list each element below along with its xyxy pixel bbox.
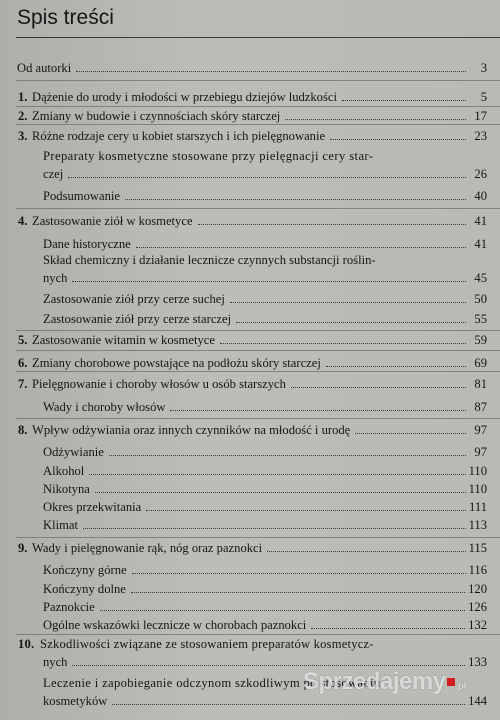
toc-page-number: 87 [474,400,487,414]
chapter-number: 4. [18,214,28,228]
toc-label: Wpływ odżywiania oraz innych czynników na młodość i urodę [32,423,351,437]
toc-page-number: 41 [474,214,487,228]
toc-label: Pielęgnowanie i choroby włosów u osób starszych [32,377,286,391]
toc-entry [43,268,487,285]
dot-leader [136,247,466,248]
dot-leader [355,433,466,434]
toc-label: nych [43,271,68,285]
dot-leader [146,510,466,511]
toc-label: czej [43,167,64,181]
dot-leader [311,628,465,629]
dot-leader [89,474,465,475]
toc-page-number: 116 [468,563,487,577]
toc-label: Dane historyczne [43,237,131,251]
sprzedajemy-watermark-logo [303,668,477,698]
chapter-number: 10. [18,637,35,651]
toc-label: Klimat [43,518,78,532]
toc-page-number: 40 [474,189,487,203]
dot-leader [236,322,466,323]
toc-entry [43,397,487,414]
chapter-number: 3. [18,129,28,143]
toc-entry [43,597,487,614]
toc-entry [43,442,487,459]
toc-label: Alkohol [43,464,85,478]
section-rule [16,634,500,635]
chapter-number: 2. [18,109,28,123]
toc-entry [43,579,487,596]
chapter-number: 6. [18,356,28,370]
toc-label-wrapped: Leczenie i zapobieganie odczynom szkodliwym po stosowaniu [43,676,381,690]
section-rule [16,371,500,372]
toc-page-number: 3 [480,61,487,75]
toc-page-number: 144 [468,694,487,708]
toc-label: Nikotyna [43,482,90,496]
toc-label: Odżywianie [43,445,104,459]
toc-entry [43,615,487,632]
toc-label-wrapped: Preparaty kosmetyczne stosowane przy pielęgnacji cery star- [43,149,374,163]
chapter-number: 1. [18,90,28,104]
toc-entry [18,330,487,347]
toc-page-number: 45 [474,271,487,285]
toc-label: Zmiany w budowie i czynnościach skóry starczej [32,109,281,123]
toc-label-wrapped: Skład chemiczny i działanie lecznicze czynnych substancji roślin- [43,253,376,267]
toc-entry [18,538,487,555]
toc-label-wrapped [18,637,374,651]
dot-leader [95,492,466,493]
watermark-red-square-icon [447,678,455,686]
toc-label: Wady i choroby włosów [43,400,166,414]
dot-leader [112,704,465,705]
toc-page-number: 115 [468,541,487,555]
toc-label: Zastosowanie witamin w kosmetyce [32,333,215,347]
toc-label: Okres przekwitania [43,500,142,514]
toc-page-number: 126 [468,600,487,614]
dot-leader [131,592,465,593]
toc-page-number: 97 [474,445,487,459]
section-rule [16,208,500,209]
toc-label: Zastosowanie ziół w kosmetyce [32,214,193,228]
dot-leader [72,665,465,666]
dot-leader [125,199,466,200]
toc-entry [17,58,487,75]
heading-rule [16,37,500,38]
section-rule [16,350,500,351]
dot-leader [76,71,466,72]
toc-label: Różne rodzaje cery u kobiet starszych i ich pielęgnowanie [32,129,326,143]
toc-entry [43,289,487,306]
watermark-suffix: .pl [455,681,466,692]
toc-page-number: 5 [480,90,487,104]
toc-label: Zastosowanie ziół przy cerze suchej [43,292,225,306]
toc-page-number: 133 [468,655,487,669]
toc-label: Zmiany chorobowe powstające na podłożu skóry starczej [32,356,321,370]
toc-page-number: 113 [468,518,487,532]
toc-page-number: 69 [474,356,487,370]
toc-entry [43,309,487,326]
toc-page-number: 55 [474,312,487,326]
section-rule [16,80,500,81]
toc-entry [43,479,487,496]
toc-entry [43,497,487,514]
toc-label: Szkodliwości związane ze stosowaniem preparatów kosmetycz- [40,637,374,651]
toc-entry [43,560,487,577]
dot-leader [83,528,466,529]
dot-leader [326,366,466,367]
toc-label: Wady i pielęgnowanie rąk, nóg oraz paznokci [32,541,263,555]
toc-label: Kończyny górne [43,563,127,577]
toc-label: Zastosowanie ziół przy cerze starczej [43,312,232,326]
dot-leader [330,139,466,140]
dot-leader [267,551,465,552]
chapter-number: 9. [18,541,28,555]
toc-entry [43,515,487,532]
section-rule [16,418,500,419]
chapter-number: 7. [18,377,28,391]
toc-entry [43,164,487,181]
toc-page-number: 17 [474,109,487,123]
dot-leader [68,177,466,178]
dot-leader [220,343,466,344]
toc-page-number: 81 [474,377,487,391]
toc-page-number: 50 [474,292,487,306]
toc-label: Podsumowanie [43,189,120,203]
toc-entry [43,186,487,203]
dot-leader [132,573,466,574]
chapter-number: 8. [18,423,28,437]
toc-page-number: 120 [468,582,487,596]
toc-entry [18,211,487,228]
toc-entry [18,106,487,123]
toc-label: nych [43,655,68,669]
dot-leader [230,302,466,303]
toc-page-number: 26 [474,167,487,181]
toc-page-number: 23 [474,129,487,143]
dot-leader [291,387,466,388]
dot-leader [100,610,465,611]
toc-page-number: 97 [474,423,487,437]
toc-page-number: 111 [469,500,487,514]
dot-leader [285,119,466,120]
toc-entry [43,234,487,251]
toc-entry [18,374,487,391]
toc-entry [43,652,487,669]
toc-entry [43,461,487,478]
toc-entry [18,420,487,437]
toc-label: Ogólne wskazówki lecznicze w chorobach paznokci [43,618,307,632]
dot-leader [198,224,466,225]
section-rule [16,124,500,125]
chapter-number: 5. [18,333,28,347]
toc-label: Kończyny dolne [43,582,126,596]
dot-leader [72,281,466,282]
toc-label: Od autorki [17,61,72,75]
toc-page-number: 110 [468,482,487,496]
toc-entry [18,126,487,143]
toc-heading: Spis treści [17,6,114,29]
toc-entry [18,353,487,370]
dot-leader [342,100,466,101]
toc-page-number: 59 [474,333,487,347]
toc-entry [18,87,487,104]
toc-page-number: 41 [474,237,487,251]
dot-leader [170,410,466,411]
dot-leader [109,455,466,456]
toc-label: kosmetyków [43,694,108,708]
toc-label: Paznokcie [43,600,95,614]
toc-label: Dążenie do urody i młodości w przebiegu dziejów ludzkości [32,90,337,104]
watermark-text: Sprzedajemy [303,668,446,695]
toc-page-number: 110 [468,464,487,478]
toc-page-number: 132 [468,618,487,632]
